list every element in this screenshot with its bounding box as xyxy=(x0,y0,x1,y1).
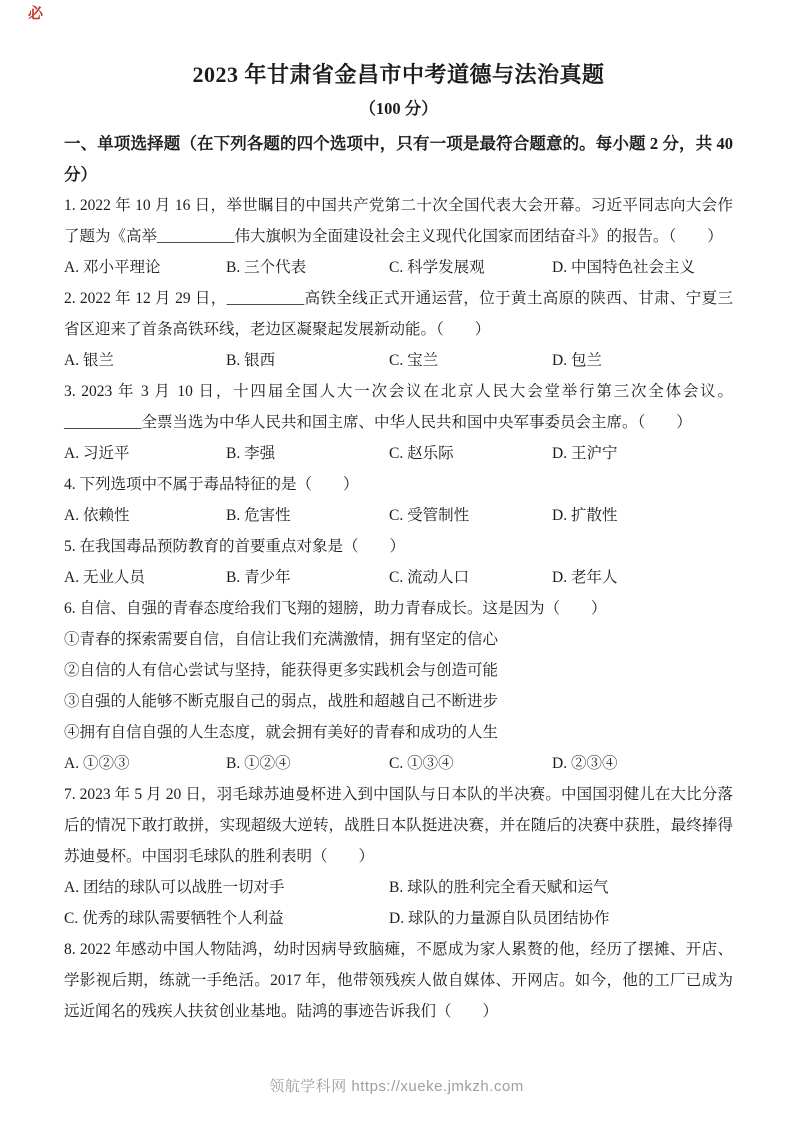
exam-content xyxy=(64,58,733,1027)
question-stem: 6. 自信、自强的青春态度给我们飞翔的翅膀，助力青春成长。这是因为（ ） xyxy=(64,600,607,617)
corner-red-mark: 必 xyxy=(28,6,44,22)
page-title: 2023 年甘肃省金昌市中考道德与法治真题 xyxy=(192,62,605,87)
question-4 xyxy=(64,469,733,531)
question-7 xyxy=(64,779,733,934)
options-grid xyxy=(64,438,733,469)
option-item: C. 宝兰 xyxy=(389,352,439,369)
option-item: C. ①③④ xyxy=(389,755,454,772)
option-item: A. 习近平 xyxy=(64,445,130,462)
option-item: D. 包兰 xyxy=(552,352,602,369)
section-heading: 一、单项选择题（在下列各题的四个选项中，只有一项是最符合题意的。每小题 2 分，共 40 分） xyxy=(64,134,733,184)
question-numbered-point: ②自信的人有信心尝试与坚持，能获得更多实践机会与创造可能 xyxy=(64,662,499,679)
question-5 xyxy=(64,531,733,593)
option-item: C. 科学发展观 xyxy=(389,259,485,276)
questions-list xyxy=(64,190,733,1027)
option-item: C. 流动人口 xyxy=(389,569,470,586)
option-item: A. 依赖性 xyxy=(64,507,130,524)
option-item: B. ①②④ xyxy=(226,755,291,772)
question-stem: 7. 2023 年 5 月 20 日，羽毛球苏迪曼杯进入到中国队与日本队的半决赛。中国国羽健儿在大比分落后的情况下敢打敢拼，实现超级大逆转，战胜日本队挺进决赛，并在随后的决赛中获胜，最终捧得苏迪曼杯。中国羽毛球队的胜利表明（ ） xyxy=(64,786,733,865)
question-3 xyxy=(64,376,733,469)
option-item: B. 三个代表 xyxy=(226,259,307,276)
question-stem: 1. 2022 年 10 月 16 日，举世瞩目的中国共产党第二十次全国代表大会开幕。习近平同志向大会作了题为《高举__________伟大旗帜为全面建设社会主义现代化国家而团结奋斗》的报告。（ ） xyxy=(64,197,733,245)
option-item: A. 无业人员 xyxy=(64,569,145,586)
question-stem: 4. 下列选项中不属于毒品特征的是（ ） xyxy=(64,476,359,493)
option-item: A. 银兰 xyxy=(64,352,114,369)
question-stem: 2. 2022 年 12 月 29 日，__________高铁全线正式开通运营，位于黄土高原的陕西、甘肃、宁夏三省区迎来了首条高铁环线，老边区凝聚起发展新动能。（ ） xyxy=(64,290,733,338)
options-grid xyxy=(64,252,733,283)
option-item: B. 李强 xyxy=(226,445,276,462)
question-stem: 3. 2023 年 3 月 10 日，十四届全国人大一次会议在北京人民大会堂举行第三次全体会议。__________全票当选为中华人民共和国主席、中华人民共和国中央军事委员会主席。（ ） xyxy=(64,383,733,431)
option-item: C. 优秀的球队需要牺牲个人利益 xyxy=(64,910,284,927)
option-item: D. 扩散性 xyxy=(552,507,618,524)
option-item: D. 球队的力量源自队员团结协作 xyxy=(389,910,610,927)
question-8 xyxy=(64,934,733,1027)
question-numbered-point: ①青春的探索需要自信，自信让我们充满激情，拥有坚定的信心 xyxy=(64,631,499,648)
options-grid xyxy=(64,748,733,779)
option-item: D. 王沪宁 xyxy=(552,445,618,462)
option-item: C. 受管制性 xyxy=(389,507,470,524)
footer-watermark: 领航学科网 https://xueke.jmkzh.com xyxy=(269,1078,524,1095)
option-item: A. ①②③ xyxy=(64,755,130,772)
option-item: B. 银西 xyxy=(226,352,276,369)
question-stem: 8. 2022 年感动中国人物陆鸿，幼时因病导致脑瘫，不愿成为家人累赘的他，经历了摆摊、开店、学影视后期，练就一手绝活。2017 年，他带领残疾人做自媒体、开网店。如今，他的工厂已成为远近闻名的残疾人扶贫创业基地。陆鸿的事迹告诉我们（ ） xyxy=(64,941,733,1020)
question-1 xyxy=(64,190,733,283)
option-item: A. 邓小平理论 xyxy=(64,259,161,276)
question-6 xyxy=(64,593,733,779)
option-item: D. ②③④ xyxy=(552,755,618,772)
option-item: D. 中国特色社会主义 xyxy=(552,259,695,276)
question-2 xyxy=(64,283,733,376)
option-item: D. 老年人 xyxy=(552,569,618,586)
question-numbered-point: ③自强的人能够不断克服自己的弱点，战胜和超越自己不断进步 xyxy=(64,693,499,710)
option-item: C. 赵乐际 xyxy=(389,445,454,462)
option-item: A. 团结的球队可以战胜一切对手 xyxy=(64,879,285,896)
option-item: B. 球队的胜利完全看天赋和运气 xyxy=(389,879,609,896)
options-grid xyxy=(64,345,733,376)
option-item: B. 危害性 xyxy=(226,507,291,524)
question-stem: 5. 在我国毒品预防教育的首要重点对象是（ ） xyxy=(64,538,406,555)
option-item: B. 青少年 xyxy=(226,569,291,586)
options-grid xyxy=(64,562,733,593)
total-score: （100 分） xyxy=(359,99,438,118)
options-grid xyxy=(64,500,733,531)
question-numbered-point: ④拥有自信自强的人生态度，就会拥有美好的青春和成功的人生 xyxy=(64,724,499,741)
options-grid xyxy=(64,872,733,934)
